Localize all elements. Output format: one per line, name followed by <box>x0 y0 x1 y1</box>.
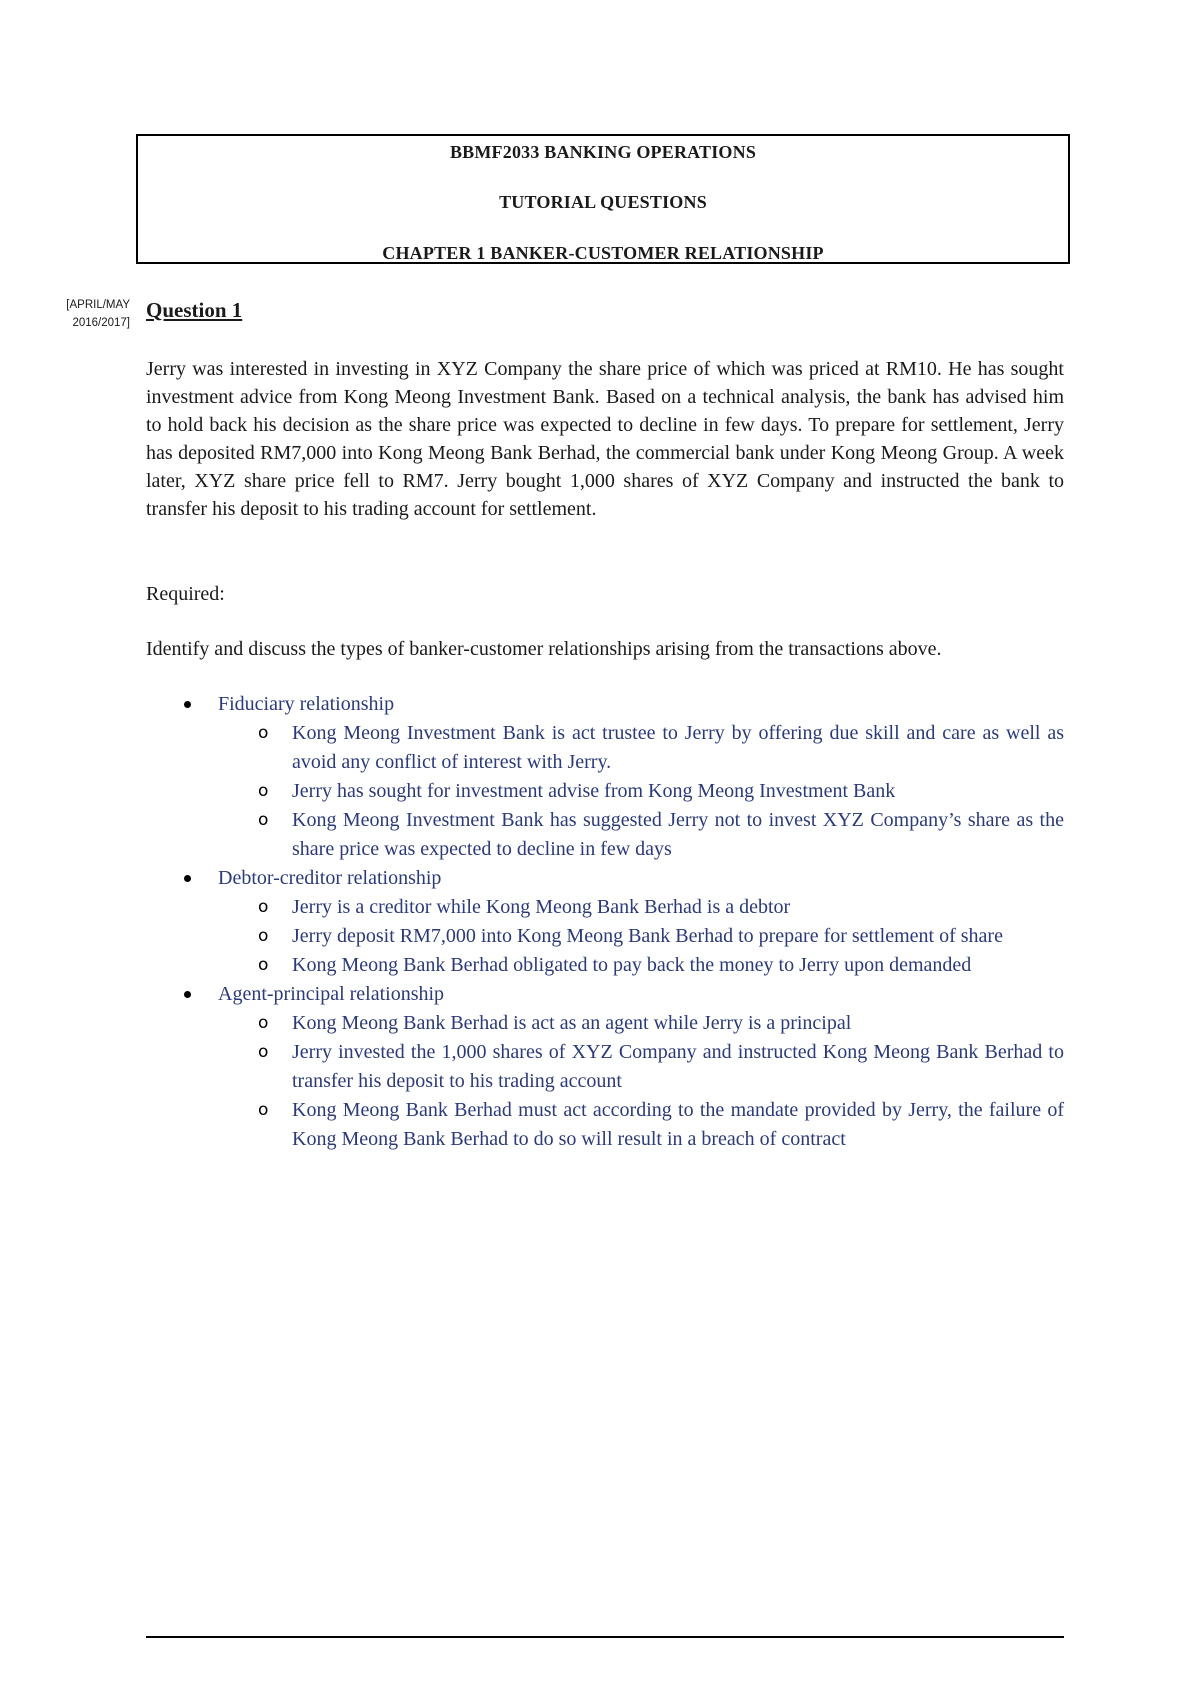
list-item <box>146 893 1064 922</box>
list-item <box>146 980 1064 1009</box>
list-item <box>146 951 1064 980</box>
point-text: Kong Meong Bank Berhad obligated to pay back the money to Jerry upon demanded <box>292 954 972 976</box>
circle-bullet-icon: o <box>258 955 269 975</box>
circle-bullet-icon: o <box>258 1042 269 1062</box>
list-item <box>146 864 1064 893</box>
point-text: Jerry invested the 1,000 shares of XYZ Company and instructed Kong Meong Bank Berhad to transfer his deposit to his trading account <box>292 1041 1064 1092</box>
point-text: Kong Meong Investment Bank has suggested Jerry not to invest XYZ Company’s share as the share price was expected to decline in few days <box>292 809 1064 860</box>
circle-bullet-icon: o <box>258 1013 269 1033</box>
list-item <box>146 806 1064 864</box>
list-item <box>146 777 1064 806</box>
point-text: Kong Meong Bank Berhad must act according to the mandate provided by Jerry, the failure of Kong Meong Bank Berhad to do so will result in a breach of contract <box>292 1099 1064 1150</box>
point-text: Kong Meong Bank Berhad is act as an agent while Jerry is a principal <box>292 1012 852 1034</box>
list-item <box>146 719 1064 777</box>
list-item <box>146 1096 1064 1154</box>
question-scenario: Jerry was interested in investing in XYZ Company the share price of which was priced at RM10. He has sought investment advice from Kong Meong Investment Bank. Based on a technical analysis, the bank has advised him to hold back his decision as the share price was expected to decline in few days. To prepare for settlement, Jerry has deposited RM7,000 into Kong Meong Bank Berhad, the commercial bank under Kong Meong Group. A week later, XYZ share price fell to RM7. Jerry bought 1,000 shares of XYZ Company and instructed the bank to transfer his deposit to his trading account for settlement. <box>146 358 1064 520</box>
circle-bullet-icon: o <box>258 1100 269 1120</box>
footer-divider <box>146 1636 1064 1638</box>
sub-list <box>146 719 1064 864</box>
circle-bullet-icon: o <box>258 897 269 917</box>
circle-bullet-icon: o <box>258 926 269 946</box>
point-text: Jerry has sought for investment advise from Kong Meong Investment Bank <box>292 780 896 802</box>
point-text: Jerry deposit RM7,000 into Kong Meong Bank Berhad to prepare for settlement of share <box>292 925 1003 947</box>
list-item <box>146 922 1064 951</box>
document-header-box <box>136 134 1070 264</box>
required-label: Required: <box>146 583 225 605</box>
list-item <box>146 1038 1064 1096</box>
relationship-label: Agent-principal relationship <box>218 983 445 1005</box>
chapter-title: CHAPTER 1 BANKER-CUSTOMER RELATIONSHIP <box>382 243 824 263</box>
course-title: BBMF2033 BANKING OPERATIONS <box>449 142 757 162</box>
list-item <box>146 1009 1064 1038</box>
question-title: Question 1 <box>146 298 243 322</box>
tutorial-subtitle: TUTORIAL QUESTIONS <box>499 192 707 212</box>
sub-list <box>146 1009 1064 1154</box>
bullet-icon <box>184 701 191 708</box>
answer-list <box>146 690 1064 1154</box>
question-task: Identify and discuss the types of banker-customer relationships arising from the transactions above. <box>146 638 942 660</box>
relationship-label: Fiduciary relationship <box>218 693 395 715</box>
circle-bullet-icon: o <box>258 723 269 743</box>
circle-bullet-icon: o <box>258 781 269 801</box>
list-item <box>146 690 1064 719</box>
sub-list <box>146 893 1064 980</box>
bullet-icon <box>184 991 191 998</box>
exam-session-line-2: 2016/2017] <box>72 317 130 329</box>
point-text: Jerry is a creditor while Kong Meong Bank Berhad is a debtor <box>292 896 791 918</box>
exam-session-line-1: [APRIL/MAY <box>66 299 130 311</box>
relationship-label: Debtor-creditor relationship <box>218 867 442 889</box>
exam-session-note <box>44 296 130 332</box>
circle-bullet-icon: o <box>258 810 269 830</box>
bullet-icon <box>184 875 191 882</box>
point-text: Kong Meong Investment Bank is act trustee to Jerry by offering due skill and care as well as avoid any conflict of interest with Jerry. <box>292 722 1064 773</box>
